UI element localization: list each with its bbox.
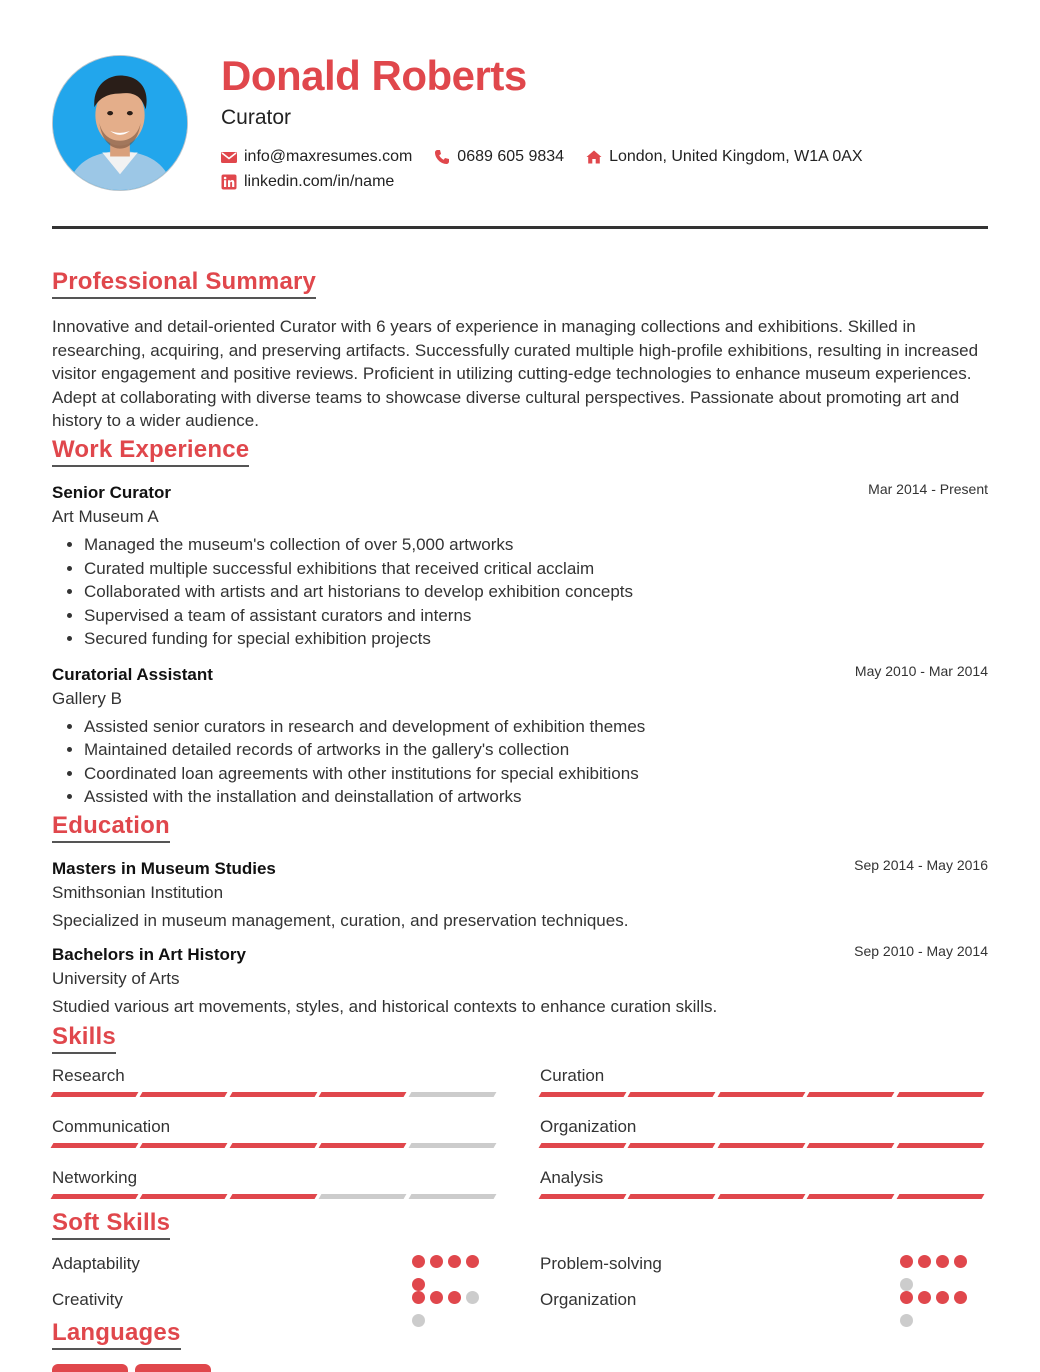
skill-level-segment [408,1092,496,1097]
education-entry [52,859,988,931]
soft-skills-heading: Soft Skills [52,1209,170,1240]
skill-level-segment [229,1194,317,1199]
avatar [52,55,188,191]
soft-skills-section [52,1209,988,1326]
phone-contact[interactable] [434,148,564,166]
skills-grid [52,1066,988,1219]
envelope-icon [221,149,237,165]
skill-item [540,1117,987,1168]
skill-item [540,1066,987,1117]
job-title: Curatorial Assistant [52,664,213,684]
skill-level-segment [229,1143,317,1148]
list-item: • Collaborated with artists and art historians to develop exhibition concepts [84,580,988,604]
language-pill [135,1364,211,1372]
list-item: • Secured funding for special exhibition projects [84,627,988,651]
resume-page [52,0,988,1372]
rating-dot [954,1255,967,1268]
list-item: • Assisted senior curators in research and development of exhibition themes [84,715,988,739]
list-item: • Supervised a team of assistant curators and interns [84,604,988,628]
skill-level-segment [229,1092,317,1097]
skill-level-bar [540,1194,987,1199]
skill-level-segment [319,1143,407,1148]
skill-level-segment [408,1143,496,1148]
skill-level-segment [896,1194,984,1199]
candidate-title: Curator [221,106,292,129]
skill-level-segment [51,1092,139,1097]
soft-skill-name: Creativity [52,1290,123,1309]
job-entry [52,483,988,651]
experience-section [52,436,988,809]
skill-level-segment [628,1092,716,1097]
education-dates: Sep 2010 - May 2014 [854,943,988,959]
skill-level-segment [807,1143,895,1148]
job-organization: Gallery B [52,688,122,708]
language-list [52,1364,988,1372]
header [52,0,988,230]
rating-dot [918,1291,931,1304]
language-pill [52,1364,128,1372]
skills-heading: Skills [52,1023,116,1054]
soft-skill-name: Problem-solving [540,1254,662,1273]
job-bullets [52,715,988,809]
header-divider [52,226,988,229]
skill-level-segment [140,1143,228,1148]
skill-level-segment [539,1092,627,1097]
skill-level-bar [540,1092,987,1097]
list-item: • Managed the museum's collection of over 5,000 artworks [84,533,988,557]
rating-dot [936,1255,949,1268]
list-item: • Coordinated loan agreements with other institutions for special exhibitions [84,762,988,786]
soft-skill-name: Organization [540,1290,637,1309]
address-contact [586,148,863,166]
rating-dot [448,1255,461,1268]
skill-level-segment [717,1092,805,1097]
job-entry [52,662,988,809]
languages-section [52,1319,988,1372]
list-item: • Assisted with the installation and deinstallation of artworks [84,785,988,809]
degree-title: Bachelors in Art History [52,945,246,964]
skills-section [52,1023,988,1219]
rating-dot [412,1255,425,1268]
skill-level-bar [52,1143,499,1148]
soft-skills-grid [52,1254,988,1326]
linkedin-icon [221,174,237,190]
degree-title: Masters in Museum Studies [52,859,276,878]
skill-level-segment [896,1092,984,1097]
skill-level-bar [540,1143,987,1148]
rating-dot [900,1291,913,1304]
list-item: • Maintained detailed records of artworks in the gallery's collection [84,738,988,762]
experience-heading: Work Experience [52,436,249,467]
email-contact[interactable] [221,148,412,166]
job-dates: Mar 2014 - Present [868,481,988,497]
rating-dot [466,1291,479,1304]
skill-item [52,1117,499,1168]
rating-dot [900,1255,913,1268]
education-entry [52,945,988,1017]
skill-level-segment [807,1194,895,1199]
candidate-name: Donald Roberts [221,52,527,99]
languages-heading: Languages [52,1319,181,1350]
rating-dot [430,1291,443,1304]
skill-item [52,1066,499,1117]
linkedin-contact[interactable] [221,173,394,191]
skill-level-segment [717,1194,805,1199]
soft-skill-item [540,1254,987,1290]
skill-name: Communication [52,1117,171,1136]
portrait-image [53,56,187,190]
skill-level-bar [52,1092,499,1097]
skill-level-segment [628,1194,716,1199]
skill-level-segment [408,1194,496,1199]
job-dates: May 2010 - Mar 2014 [854,662,988,679]
skill-name: Networking [52,1168,138,1187]
rating-dot [954,1291,967,1304]
rating-dot [412,1291,425,1304]
summary-text: Innovative and detail-oriented Curator with 6 years of experience in managing collections and exhibitions. Skilled in researching, acquiring, and preserving artifacts. Successfully curated multiple high-profile exhibitions, resulting in increased visitor engagement and positive reviews. Proficient in utilizing cutting-edge technologies to enhance museum experiences. Adept at collaborating with diverse teams to showcase diverse cultural perspectives. Passionate about promoting art and history to a wider audience. [52,317,979,430]
skill-level-bar [52,1194,499,1199]
skill-level-segment [717,1143,805,1148]
skill-level-segment [628,1143,716,1148]
school-name: Smithsonian Institution [52,883,224,902]
skill-name: Organization [540,1117,637,1136]
skill-level-segment [319,1194,407,1199]
skill-level-segment [807,1092,895,1097]
school-name: University of Arts [52,969,180,988]
soft-skill-item [52,1254,499,1290]
home-icon [586,149,602,165]
skill-level-segment [51,1143,139,1148]
linkedin-text: linkedin.com/in/name [244,173,395,190]
education-description: Specialized in museum management, curation, and preservation techniques. [52,911,629,930]
skill-level-segment [51,1194,139,1199]
education-heading: Education [52,812,170,843]
skill-level-segment [319,1092,407,1097]
skill-name: Research [52,1066,125,1085]
rating-dot [918,1255,931,1268]
skill-level-segment [140,1194,228,1199]
rating-dot [936,1291,949,1304]
skill-level-segment [539,1194,627,1199]
phone-text: 0689 605 9834 [457,148,565,165]
summary-heading: Professional Summary [52,268,316,299]
rating-dot [430,1255,443,1268]
phone-icon [434,149,450,165]
soft-skill-name: Adaptability [52,1254,140,1273]
skill-name: Analysis [540,1168,604,1187]
rating-dot [448,1291,461,1304]
contact-info [221,145,885,195]
address-text: London, United Kingdom, W1A 0AX [609,148,863,165]
skill-level-segment [140,1092,228,1097]
rating-dot [466,1255,479,1268]
job-bullets [52,533,988,651]
skill-name: Curation [540,1066,605,1085]
skill-level-segment [896,1143,984,1148]
education-description: Studied various art movements, styles, and historical contexts to enhance curation skills. [52,997,718,1016]
job-title: Senior Curator [52,483,172,502]
email-text: info@maxresumes.com [244,148,413,165]
list-item: • Curated multiple successful exhibitions that received critical acclaim [84,557,988,581]
education-dates: Sep 2014 - May 2016 [854,857,988,873]
summary-section [52,268,988,433]
education-section [52,812,988,1017]
job-organization: Art Museum A [52,507,159,526]
skill-level-segment [539,1143,627,1148]
